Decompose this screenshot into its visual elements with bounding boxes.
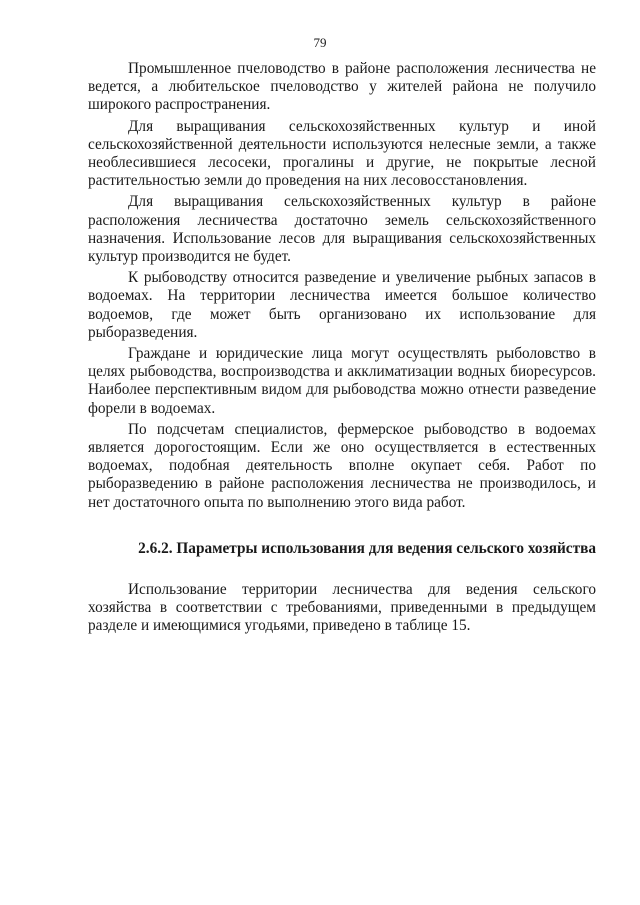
document-body	[88, 60, 596, 639]
section-paragraph: Использование территории лесничества для ведения сельского хозяйства в соответствии с требованиями, приведенными в предыдущем разделе и имеющимися угодьями, приведено в таблице 15.	[88, 581, 596, 635]
paragraph-agricultural-lands: Для выращивания сельскохозяйственных культур и иной сельскохозяйственной деятельности используются нелесные земли, а также необлесившиеся лесосеки, прогалины и другие, не покрытые лесной растительностью земли до проведения на них лесовосстановления.	[88, 117, 596, 190]
section-heading: 2.6.2. Параметры использования для ведения сельского хозяйства	[138, 539, 596, 557]
paragraph-fish-farming-cost: По подсчетам специалистов, фермерское рыбоводство в водоемах является дорогостоящим. Если же оно осуществляется в естественных водоемах, подобная деятельность вполне окупает себя. Работ по рыборазведению в районе расположения лесничества не производилось, и нет достаточного опыта по выполнению этого вида работ.	[88, 420, 596, 511]
paragraph-beekeeping: Промышленное пчеловодство в районе расположения лесничества не ведется, а любительское пчеловодство у жителей района не получило широкого распространения.	[88, 60, 596, 114]
paragraph-fish-farming: К рыбоводству относится разведение и увеличение рыбных запасов в водоемах. На территории лесничества имеется большое количество водоемов, где может быть организовано их использование для рыборазведения.	[88, 269, 596, 341]
paragraph-fishing-rights: Граждане и юридические лица могут осуществлять рыболовство в целях рыбоводства, воспроизводства и акклиматизации водных биоресурсов. Наиболее перспективным видом для рыбоводства можно отнести разведение форели в водоемах.	[88, 345, 596, 417]
paragraph-crop-growing: Для выращивания сельскохозяйственных культур в районе расположения лесничества достаточно земель сельскохозяйственного назначения. Использование лесов для выращивания сельскохозяйственных культур производится не будет.	[88, 193, 596, 266]
page-number: 79	[313, 35, 327, 50]
